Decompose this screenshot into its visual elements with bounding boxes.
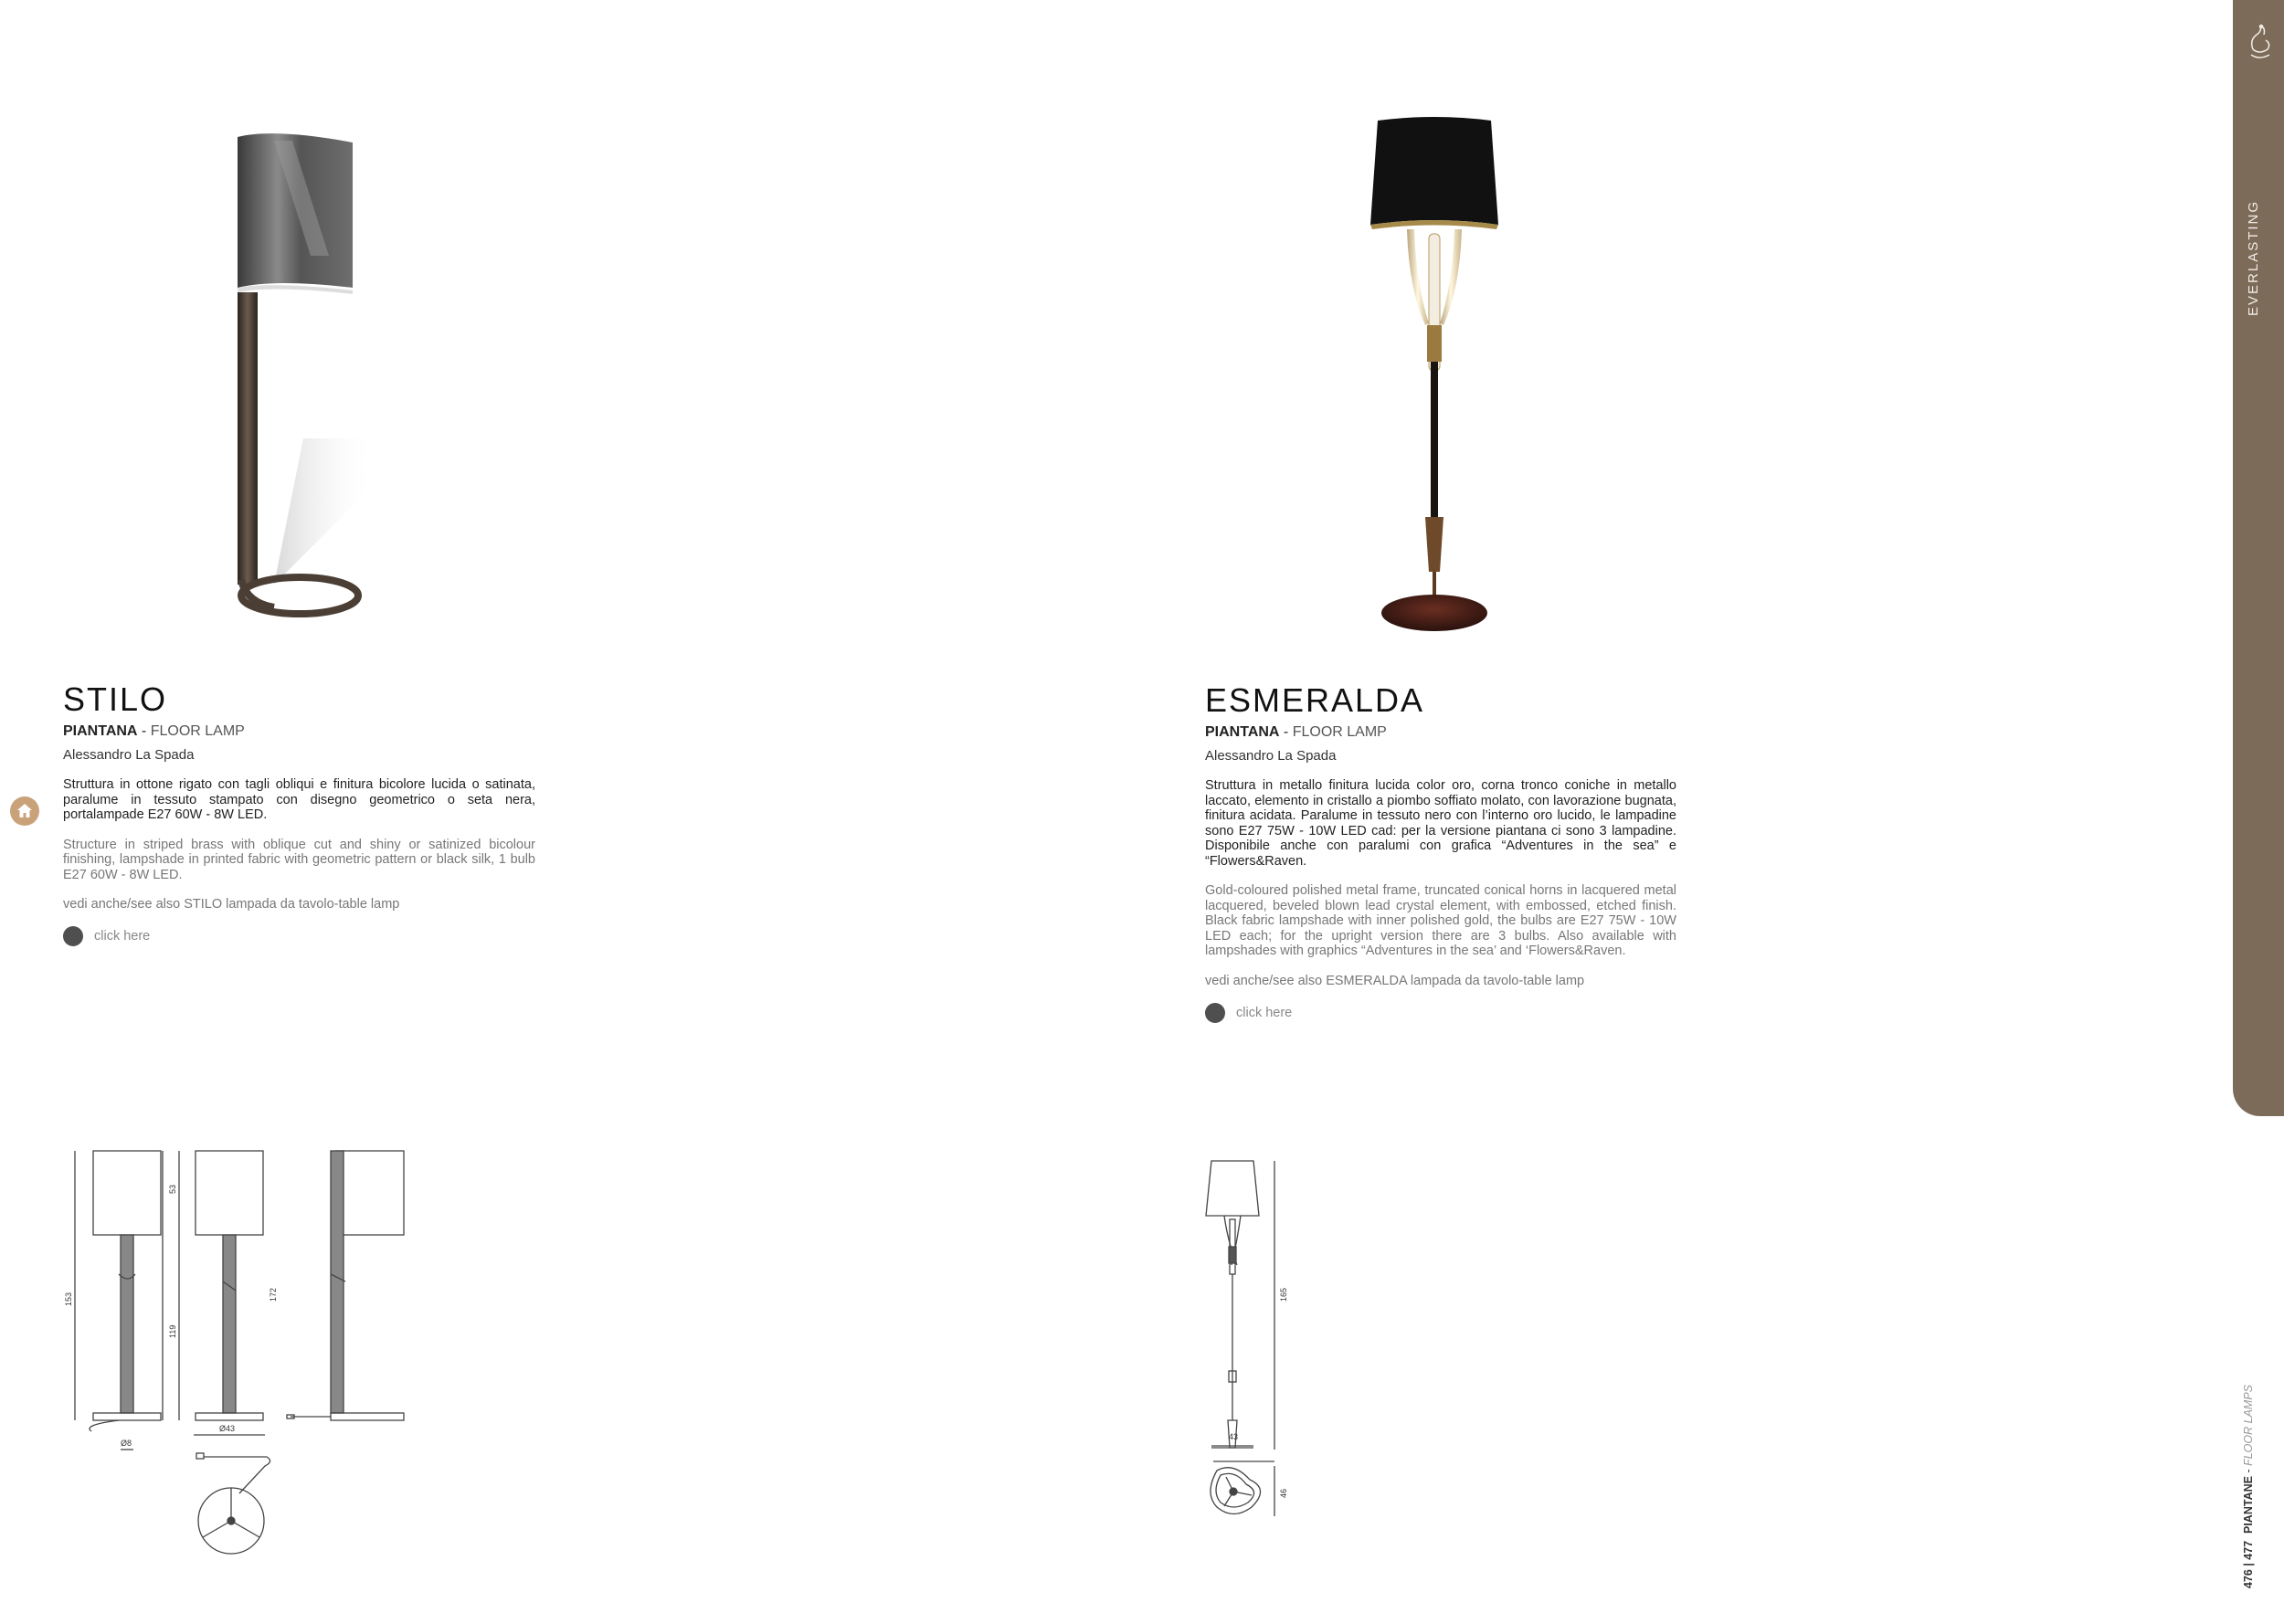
dim-depth: 46 bbox=[1279, 1488, 1288, 1498]
dim-stem-diameter: Ø8 bbox=[121, 1439, 132, 1448]
bullet-icon bbox=[1205, 1003, 1225, 1023]
page-footer bbox=[2236, 1375, 2260, 1588]
product-title: STILO bbox=[63, 680, 168, 718]
dim-total-height: 153 bbox=[64, 1292, 73, 1306]
dim-height: 165 bbox=[1279, 1287, 1288, 1302]
swan-crest-icon bbox=[2246, 22, 2273, 66]
description-italian: Struttura in metallo finitura lucida color oro, corna tronco coniche in metallo laccato, elemento in cristallo a piombo soffiato molato, con lavorazione bugnata, finitura acidata. Paralume in tessuto nero con l’interno oro lucido, le lampadine sono E27 75W - 10W LED cad: per la versione piantana ci sono 3 lampadine. Disponibile anche con paralumi con grafica “Adventures in the sea” e “Flowers&Raven. bbox=[1205, 778, 1676, 869]
dim-shade-height: 53 bbox=[168, 1184, 177, 1194]
page-numbers: 476 | 477 bbox=[2242, 1540, 2255, 1588]
home-icon bbox=[16, 802, 34, 820]
product-type: PIANTANA - FLOOR LAMP bbox=[1205, 724, 1387, 740]
esmeralda-technical-drawing bbox=[1197, 1155, 1325, 1539]
description-english: Gold-coloured polished metal frame, truncated conical horns in lacquered metal lacquered, beveled blown lead crystal element, with embossed, etched finish. Black fabric lampshade with inner polished gold, the bulbs are E27 75W - 10W LED each; for the upright version there are 3 bulbs. Also available with lampshades with graphics “Adventures in the sea’ and ‘Flowers&Raven. bbox=[1205, 883, 1676, 958]
home-button[interactable] bbox=[10, 796, 39, 826]
description-english: Structure in striped brass with oblique cut and shiny or satinized bicolour finishing, lampshade in printed fabric with geometric pattern or black silk, 1 bulb E27 60W - 8W LED. bbox=[63, 837, 535, 882]
dim-base-diameter: Ø43 bbox=[219, 1424, 236, 1433]
dim-width: 43 bbox=[1229, 1432, 1239, 1441]
esmeralda-lamp-photo bbox=[1361, 115, 1507, 645]
section-sidebar-tab[interactable] bbox=[2233, 0, 2284, 1116]
product-designer: Alessandro La Spada bbox=[1205, 748, 1337, 764]
dim-side-height: 172 bbox=[269, 1287, 278, 1302]
category-label: PIANTANE - FLOOR LAMPS bbox=[2242, 1384, 2255, 1534]
click-here-link[interactable]: click here bbox=[1205, 1003, 1676, 1023]
see-also: vedi anche/see also ESMERALDA lampada da tavolo-table lamp bbox=[1205, 973, 1585, 988]
description-italian: Struttura in ottone rigato con tagli obliqui e finitura bicolore lucida o satinata, paralume in tessuto stampato con disegno geometrico o seta nera, portalampade E27 60W - 8W LED. bbox=[63, 777, 535, 822]
click-here-link[interactable]: click here bbox=[63, 926, 535, 946]
product-type: PIANTANA - FLOOR LAMP bbox=[63, 723, 245, 739]
stilo-lamp-photo bbox=[219, 128, 402, 639]
product-title: ESMERALDA bbox=[1205, 681, 1425, 719]
section-label: EVERLASTING bbox=[2246, 199, 2261, 316]
product-esmeralda bbox=[1205, 681, 1676, 1023]
stilo-technical-drawing bbox=[55, 1146, 420, 1557]
dim-stem-height: 119 bbox=[168, 1324, 177, 1338]
bullet-icon bbox=[63, 926, 83, 946]
see-also: vedi anche/see also STILO lampada da tavolo-table lamp bbox=[63, 897, 400, 912]
product-designer: Alessandro La Spada bbox=[63, 747, 195, 763]
product-stilo bbox=[63, 680, 535, 946]
